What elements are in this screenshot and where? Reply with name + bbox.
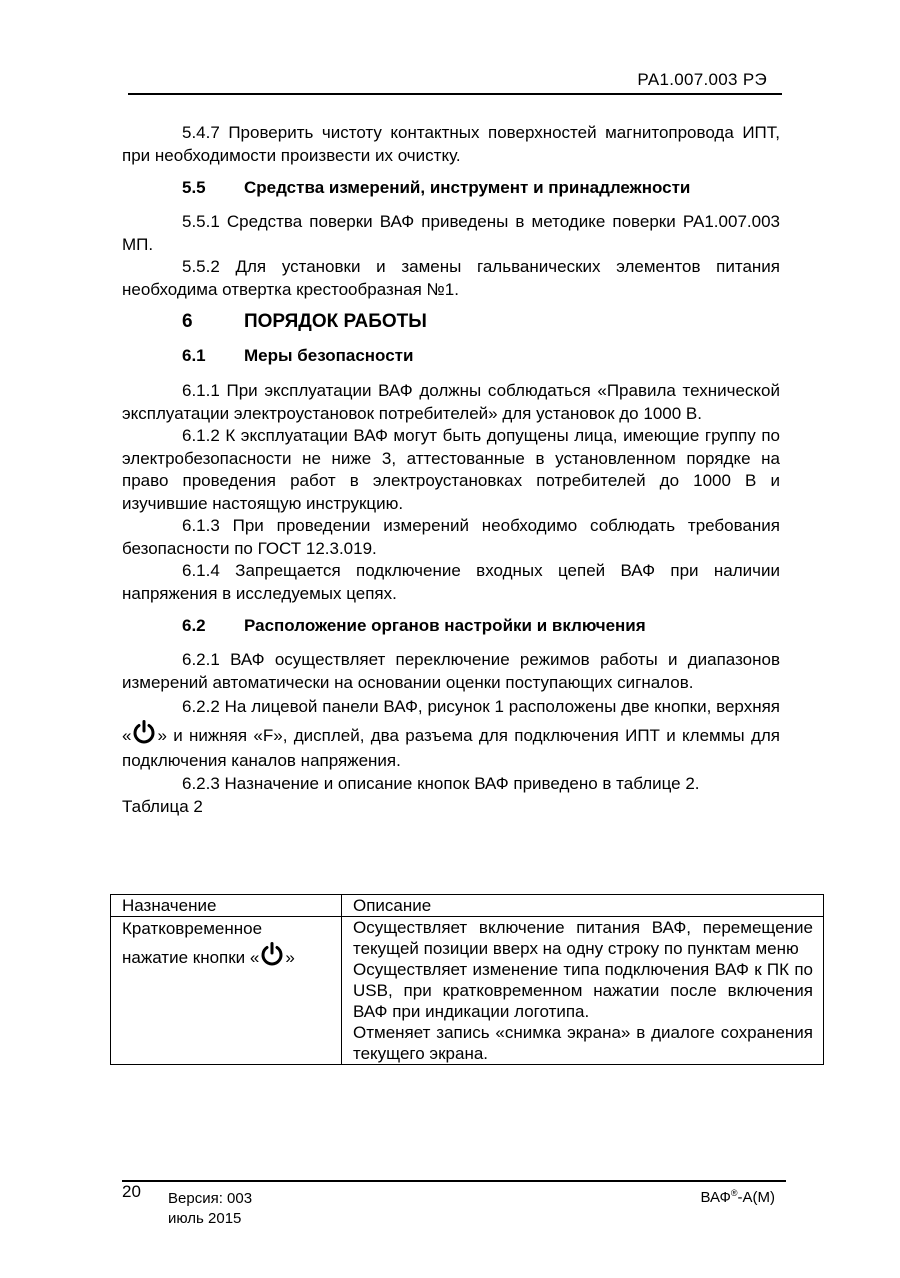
table-caption: Таблица 2 [122, 796, 203, 816]
registered-mark: ® [730, 1188, 738, 1198]
cell-description [342, 917, 824, 1065]
heading-5-5 [122, 177, 780, 199]
paragraph-6-2-1: 6.2.1 ВАФ осуществляет переключение режимов работы и диапазонов измерений автоматически на основании оценки поступающих сигналов. [122, 650, 780, 692]
heading-title: Расположение органов настройки и включения [244, 616, 646, 635]
product-model: -А(М) [737, 1189, 775, 1206]
page-number: 20 [122, 1182, 141, 1201]
table-header-row [111, 895, 824, 917]
heading-6-1 [122, 345, 780, 367]
paragraph-6-1-3: 6.1.3 При проведении измерений необходимо соблюдать требования безопасности по ГОСТ 12.3.019. [122, 516, 780, 558]
heading-number: 6.1 [182, 346, 206, 365]
description-line: Осуществляет изменение типа подключения ВАФ к ПК по USB, при кратковременном нажатии после включения ВАФ при индикации логотипа. [353, 960, 813, 1021]
column-header-purpose: Назначение [111, 895, 342, 917]
power-icon [259, 941, 285, 967]
paragraph-5-4-7: 5.4.7 Проверить чистоту контактных поверхностей магнитопровода ИПТ, при необходимости произвести их очистку. [122, 123, 780, 165]
heading-number: 6.2 [182, 616, 206, 635]
header-rule [128, 93, 782, 95]
heading-6-2 [122, 615, 780, 637]
paragraph-6-2-3: 6.2.3 Назначение и описание кнопок ВАФ приведено в таблице 2. [182, 774, 700, 793]
heading-number: 5.5 [182, 178, 206, 197]
page-body [122, 122, 780, 818]
description-line: Отменяет запись «снимка экрана» в диалоге сохранения текущего экрана. [353, 1023, 813, 1063]
document-code: РА1.007.003 РЭ [637, 70, 767, 89]
paragraph-5-5-1: 5.5.1 Средства поверки ВАФ приведены в методике поверки РА1.007.003 МП. [122, 212, 780, 254]
version-info [168, 1189, 252, 1229]
footer-rule [122, 1180, 786, 1182]
description-line: Осуществляет включение питания ВАФ, перемещение текущей позиции вверх на одну строку по пунктам меню [353, 918, 813, 958]
purpose-text: Кратковременное нажатие кнопки « [122, 919, 263, 967]
paragraph-6-1-4: 6.1.4 Запрещается подключение входных цепей ВАФ при наличии напряжения в исследуемых цепях. [122, 561, 780, 603]
date-label: июль 2015 [168, 1210, 242, 1227]
column-header-description: Описание [342, 895, 824, 917]
paragraph-text-end: » и нижняя «F», дисплей, два разъема для подключения ИПТ и клеммы для подключения каналов напряжения. [122, 726, 780, 770]
table-row [111, 917, 824, 1065]
version-label: Версия: 003 [168, 1190, 253, 1207]
heading-title: Меры безопасности [244, 346, 414, 365]
heading-number: 6 [182, 311, 193, 332]
buttons-table [110, 894, 824, 1065]
product-name [700, 1188, 775, 1206]
cell-purpose [111, 917, 342, 1065]
paragraph-6-1-2: 6.1.2 К эксплуатации ВАФ могут быть допущены лица, имеющие группу по электробезопасности не ниже 3, аттестованные в установленном порядке на право проведения работ в электроустановках потребителей до 1000 В и изучившие настоящую инструкцию. [122, 426, 780, 513]
paragraph-5-5-2: 5.5.2 Для установки и замены гальванических элементов питания необходима отвертка крестообразная №1. [122, 257, 780, 299]
paragraph-text-start: 6.2.2 На лицевой панели ВАФ, рисунок 1 расположены две кнопки, верхняя « [122, 697, 780, 745]
heading-title: Средства измерений, инструмент и принадлежности [244, 178, 691, 197]
product-name-base: ВАФ [700, 1189, 731, 1206]
purpose-text-end: » [285, 948, 295, 967]
heading-title: ПОРЯДОК РАБОТЫ [244, 311, 427, 332]
paragraph-6-2-2 [122, 694, 780, 773]
paragraph-6-1-1: 6.1.1 При эксплуатации ВАФ должны соблюдаться «Правила технической эксплуатации электроустановок потребителей» для установок до 1000 В. [122, 381, 780, 423]
heading-6 [122, 311, 780, 333]
power-icon [131, 719, 157, 745]
